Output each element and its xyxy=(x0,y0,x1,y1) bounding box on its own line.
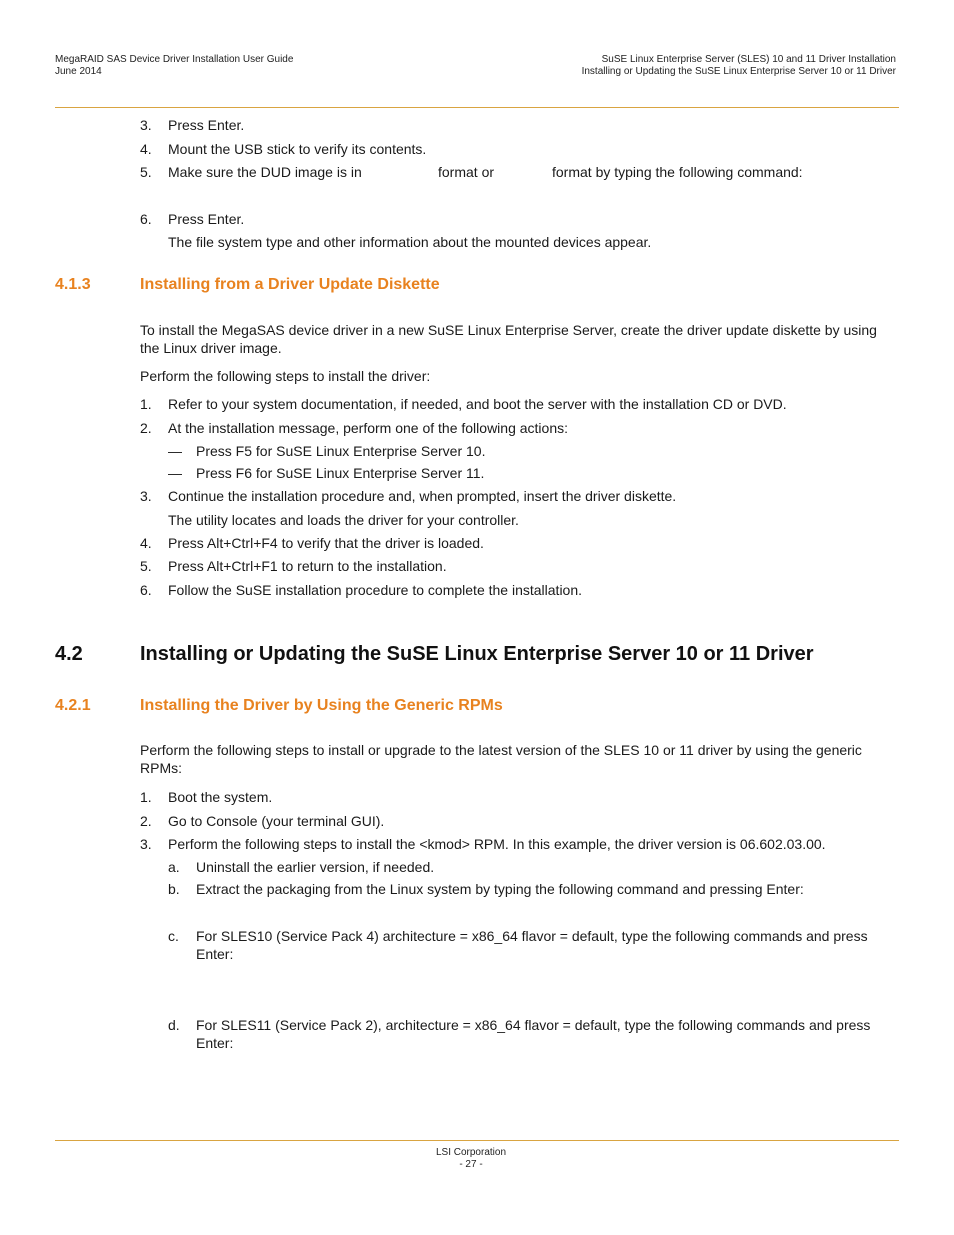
step-number: 4. xyxy=(140,535,152,551)
section-intro: Perform the following steps to install or upgrade to the latest version of the SLES 10 or 11 driver by using the generic RPMs: xyxy=(140,742,862,776)
substep-text: For SLES11 (Service Pack 2), architecture = x86_64 flavor = default, type the following commands and press Enter: xyxy=(196,1017,871,1051)
step-number: 2. xyxy=(140,813,152,829)
section-lead: Perform the following steps to install the driver: xyxy=(140,368,431,384)
step-number: 4. xyxy=(140,141,152,157)
header-chapter: SuSE Linux Enterprise Server (SLES) 10 and 11 Driver Installation xyxy=(601,54,896,65)
header-section: Installing or Updating the SuSE Linux Enterprise Server 10 or 11 Driver xyxy=(581,66,896,77)
header-guide-title: MegaRAID SAS Device Driver Installation User Guide xyxy=(55,54,294,65)
section-heading: Installing from a Driver Update Diskette xyxy=(140,276,440,293)
step-text: Press Alt+Ctrl+F4 to verify that the driver is loaded. xyxy=(168,535,484,551)
step-text: Continue the installation procedure and, when prompted, insert the driver diskette. xyxy=(168,488,677,504)
step-text: Perform the following steps to install the <kmod> RPM. In this example, the driver version is 06.602.03.00. xyxy=(168,836,826,852)
step-number: 6. xyxy=(140,211,152,227)
step-text: Go to Console (your terminal GUI). xyxy=(168,813,385,829)
sub-action: Press F5 for SuSE Linux Enterprise Server 10. xyxy=(196,443,486,459)
step-number: 1. xyxy=(140,789,152,805)
step-number: 6. xyxy=(140,582,152,598)
section-number: 4.1.3 xyxy=(55,276,91,293)
step-text: Refer to your system documentation, if needed, and boot the server with the installation CD or DVD. xyxy=(168,396,787,412)
header-date: June 2014 xyxy=(55,66,102,77)
sub-action: Press F6 for SuSE Linux Enterprise Server 11. xyxy=(196,465,485,481)
section-number: 4.2.1 xyxy=(55,697,91,714)
footer-company: LSI Corporation xyxy=(435,1147,507,1158)
page-number: - 27 - xyxy=(459,1159,483,1170)
step-text: Press Enter. xyxy=(168,211,245,227)
step-text-part-a: Make sure the DUD image is in xyxy=(168,164,362,180)
substep-letter: d. xyxy=(168,1017,180,1033)
step-text: Follow the SuSE installation procedure to complete the installation. xyxy=(168,582,583,598)
substep-text: Extract the packaging from the Linux system by typing the following command and pressing Enter: xyxy=(196,881,804,897)
substep-letter: c. xyxy=(168,928,179,944)
dash-bullet: — xyxy=(168,465,182,481)
step-note: The utility locates and loads the driver for your controller. xyxy=(168,512,519,528)
step-text: Boot the system. xyxy=(168,789,273,805)
step-number: 3. xyxy=(140,117,152,133)
chapter-section-heading: Installing or Updating the SuSE Linux Enterprise Server 10 or 11 Driver xyxy=(140,643,814,665)
step-number: 5. xyxy=(140,558,152,574)
section-heading: Installing the Driver by Using the Generic RPMs xyxy=(140,697,503,714)
substep-text: For SLES10 (Service Pack 4) architecture = x86_64 flavor = default, type the following commands and press Enter: xyxy=(196,928,868,962)
step-number: 3. xyxy=(140,836,152,852)
step-note: The file system type and other information about the mounted devices appear. xyxy=(168,234,652,250)
dash-bullet: — xyxy=(168,443,182,459)
step-text: Mount the USB stick to verify its contents. xyxy=(168,141,427,157)
substep-text: Uninstall the earlier version, if needed. xyxy=(196,859,435,875)
step-text-part-c: format by typing the following command: xyxy=(552,164,803,180)
step-text: Press Alt+Ctrl+F1 to return to the installation. xyxy=(168,558,447,574)
step-text: Press Enter. xyxy=(168,117,245,133)
section-intro: To install the MegaSAS device driver in a new SuSE Linux Enterprise Server, create the driver update diskette by using the Linux driver image. xyxy=(140,322,877,356)
step-number: 1. xyxy=(140,396,152,412)
step-text: At the installation message, perform one of the following actions: xyxy=(168,420,568,436)
step-number: 3. xyxy=(140,488,152,504)
chapter-section-number: 4.2 xyxy=(55,643,83,665)
header-rule xyxy=(55,107,899,108)
substep-letter: a. xyxy=(168,859,180,875)
footer-rule xyxy=(55,1140,899,1141)
step-number: 2. xyxy=(140,420,152,436)
step-text-part-b: format or xyxy=(438,164,495,180)
substep-letter: b. xyxy=(168,881,180,897)
step-number: 5. xyxy=(140,164,152,180)
